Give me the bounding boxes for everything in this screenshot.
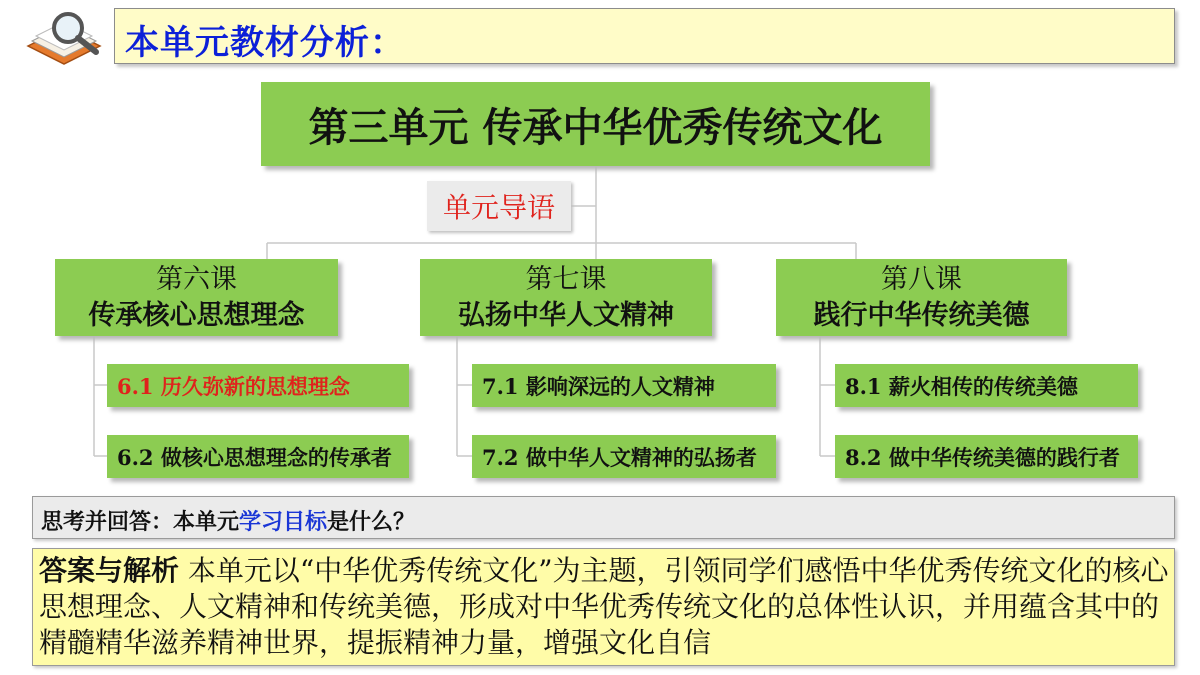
lesson-7-name: 弘扬中华人文精神	[458, 299, 674, 331]
answer-text	[39, 553, 1169, 661]
answer-label: 答案与解析	[39, 554, 180, 587]
lesson-8-box	[776, 259, 1067, 336]
lesson-6-name: 传承核心思想理念	[88, 299, 305, 331]
lesson-8-number: 第八课	[881, 264, 962, 296]
item-8-1: 8.1 薪火相传的传统美德	[835, 364, 1138, 407]
answer-box	[32, 548, 1175, 666]
question-suffix: 是什么？	[327, 509, 416, 535]
item-7-1: 7.1 影响深远的人文精神	[472, 364, 776, 407]
page-title: 本单元教材分析：	[125, 23, 405, 63]
item-6-1: 6.1 历久弥新的思想理念	[107, 364, 409, 407]
question-prefix: 思考并回答：本单元	[41, 509, 240, 535]
lesson-6-box	[55, 259, 338, 336]
question-bar	[32, 496, 1175, 539]
unit-title-box: 第三单元 传承中华优秀传统文化	[261, 82, 930, 166]
answer-body: 本单元以“中华优秀传统文化”为主题，引领同学们感悟中华优秀传统文化的核心思想理念、人文精神和传统美德，形成对中华优秀传统文化的总体性认识，并用蕴含其中的精髓精华滋养精神世界，提振精神力量，增强文化自信	[39, 554, 1169, 659]
question-highlight: 学习目标	[239, 509, 328, 535]
lesson-7-box	[420, 259, 712, 336]
unit-intro-box: 单元导语	[427, 181, 571, 231]
lesson-7-number: 第七课	[525, 264, 607, 296]
question-text	[41, 505, 415, 536]
item-6-2: 6.2 做核心思想理念的传承者	[107, 435, 409, 478]
item-8-2: 8.2 做中华传统美德的践行者	[835, 435, 1138, 478]
lesson-6-number: 第六课	[156, 264, 237, 296]
lesson-8-name: 践行中华传统美德	[813, 299, 1030, 331]
item-7-2: 7.2 做中华人文精神的弘扬者	[472, 435, 776, 478]
